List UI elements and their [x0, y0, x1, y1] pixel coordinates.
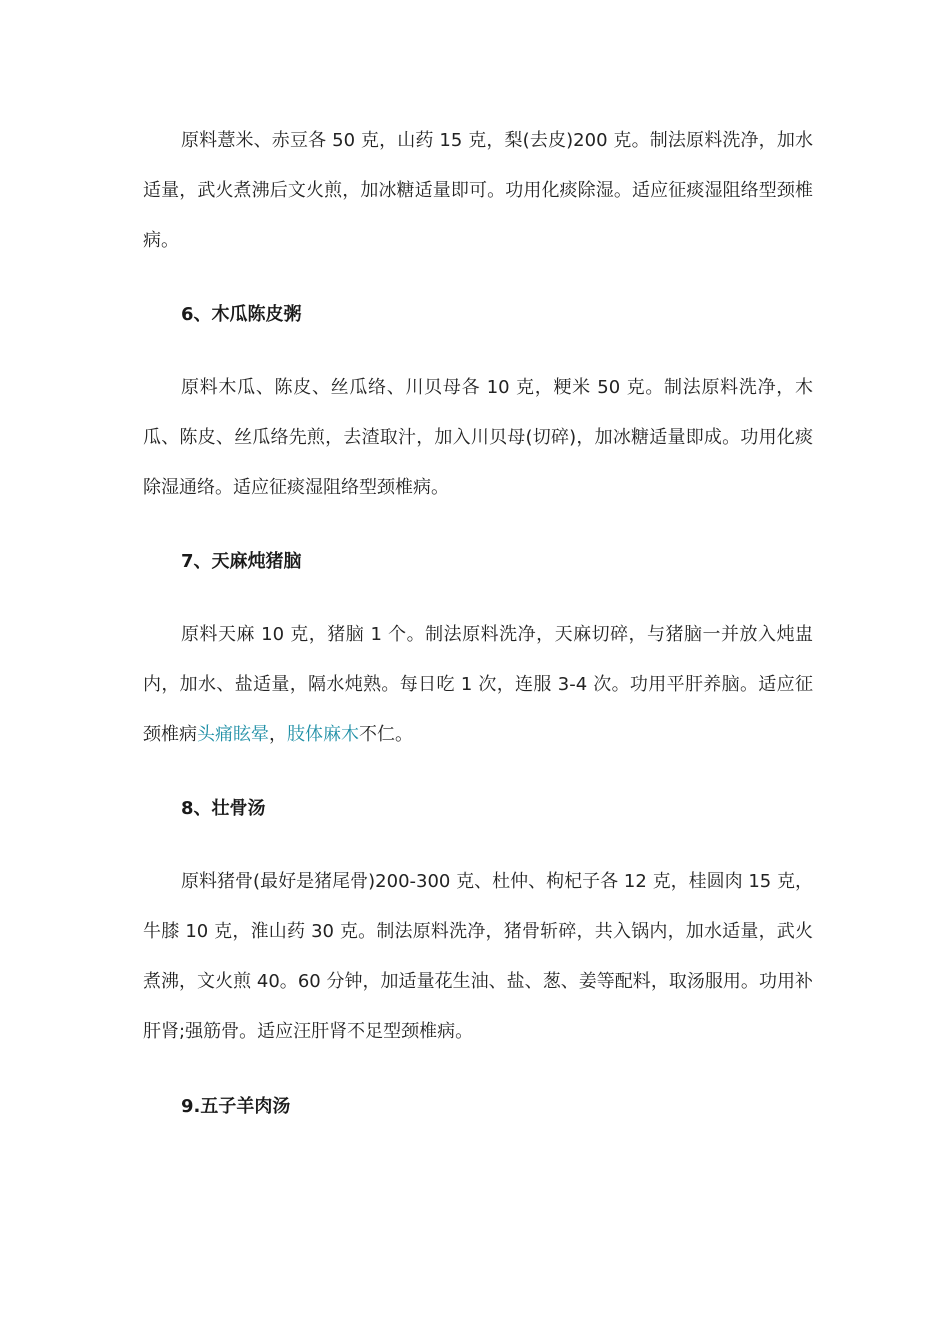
link-limb-numbness[interactable]: 肢体麻木: [287, 724, 359, 745]
separator-text: ，: [269, 724, 287, 745]
heading-recipe-9: 9.五子羊肉汤: [181, 1096, 291, 1117]
paragraph-recipe-6: 原料木瓜、陈皮、丝瓜络、川贝母各 10 克，粳米 50 克。制法原料洗净，木瓜、陈皮、丝瓜络先煎，去渣取汁，加入川贝母(切碎)，加冰糖适量即成。功用化痰除湿通络。适应征痰湿阻络型颈椎病。: [143, 377, 813, 498]
heading-recipe-7: 7、天麻炖猪脑: [181, 551, 302, 572]
link-headache-dizziness[interactable]: 头痛眩晕: [197, 724, 269, 745]
paragraph-text-end: 不仁。: [359, 724, 413, 745]
heading-recipe-8: 8、壮骨汤: [181, 798, 266, 819]
paragraph-recipe-8: 原料猪骨(最好是猪尾骨)200-300 克、杜仲、枸杞子各 12 克，桂圆肉 15 克，牛膝 10 克，淮山药 30 克。制法原料洗净，猪骨斩碎，共入锅内，加水适量，武火煮沸，文火煎 40。60 分钟，加适量花生油、盐、葱、姜等配料，取汤服用。功用补肝肾;强筋骨。适应汪肝肾不足型颈椎病。: [143, 871, 813, 1042]
paragraph-recipe-7: [143, 610, 813, 760]
paragraph-text: 原料天麻 10 克，猪脑 1 个。制法原料洗净，天麻切碎，与猪脑一并放入炖盅内，加水、盐适量，隔水炖熟。每日吃 1 次，连服 3-4 次。功用平肝养脑。适应征颈椎病: [143, 624, 813, 745]
paragraph-recipe-5: 原料薏米、赤豆各 50 克，山药 15 克，梨(去皮)200 克。制法原料洗净，加水适量，武火煮沸后文火煎，加冰糖适量即可。功用化痰除湿。适应征痰湿阻络型颈椎病。: [143, 130, 813, 251]
heading-recipe-6: 6、木瓜陈皮粥: [181, 304, 302, 325]
